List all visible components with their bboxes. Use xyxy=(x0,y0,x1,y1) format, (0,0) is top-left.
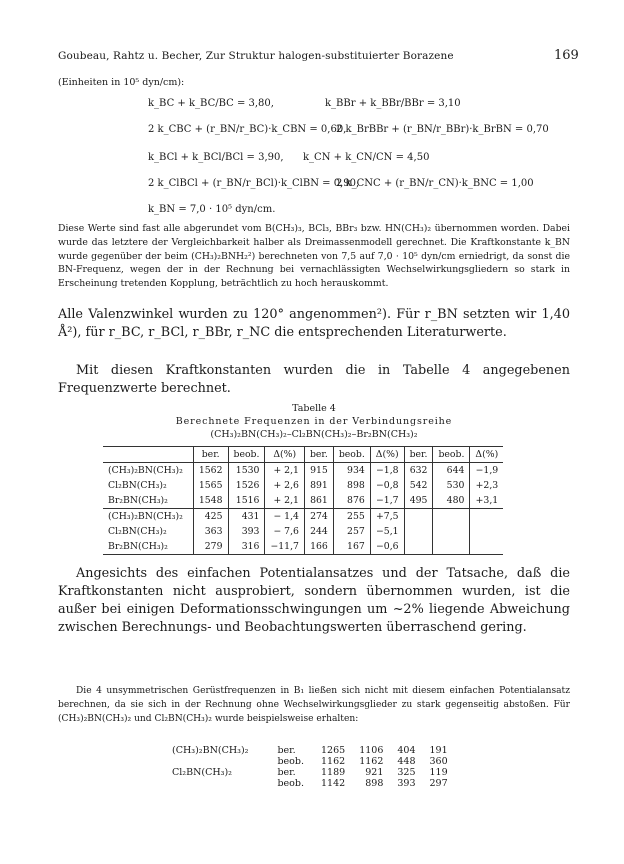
table-cell: 1265 xyxy=(321,745,346,756)
table-cell: Br₂BN(CH₃)₂ xyxy=(103,539,193,555)
table-cell: 363 xyxy=(193,524,228,539)
table4-header: ber. xyxy=(304,447,333,463)
table-cell: Cl₂BN(CH₃)₂ xyxy=(108,526,167,537)
table-cell: beob. xyxy=(277,778,304,789)
table-cell: −11,7 xyxy=(265,539,305,555)
table-cell: 244 xyxy=(304,524,333,539)
table-cell: 644 xyxy=(433,463,470,479)
table-cell: + 2,1 xyxy=(265,463,305,479)
table-cell: 530 xyxy=(433,478,470,493)
table-cell: 316 xyxy=(228,539,265,555)
table-cell: −1,9 xyxy=(470,463,503,479)
table-cell: −1,7 xyxy=(370,493,404,509)
table4-header: Δ(%) xyxy=(265,447,305,463)
equation-4a: 2 k_ClBCl + (r_BN/r_BCl)·k_ClBN = 0,90, xyxy=(148,178,360,189)
table-cell: 861 xyxy=(304,493,333,509)
table-cell: 279 xyxy=(193,539,228,555)
table-cell: 1142 xyxy=(321,778,346,789)
table-cell: 1548 xyxy=(193,493,228,509)
table4-header: beob. xyxy=(228,447,265,463)
table-cell xyxy=(165,756,270,767)
table-cell: + 2,1 xyxy=(265,493,305,509)
table-cell: 934 xyxy=(333,463,370,479)
table-cell: +7,5 xyxy=(370,509,404,525)
table-cell xyxy=(470,524,503,539)
table-cell: 325 xyxy=(397,767,416,778)
table-cell: beob. xyxy=(277,756,304,767)
table-cell: ber. xyxy=(277,745,296,756)
table4-header xyxy=(103,447,193,463)
paragraph-valence: Alle Valenzwinkel wurden zu 120° angenommen²). Für r_BN setzten wir 1,40 Å²), für r_BC, r_BCl, r_BBr, r_NC die entsprechenden Literaturwerte. xyxy=(58,307,570,340)
equation-3a: k_BCl + k_BCl/BCl = 3,90, xyxy=(148,152,284,163)
table4-caption: Berechnete Frequenzen in der Verbindungsreihe xyxy=(175,416,453,427)
table-cell: Cl₂BN(CH₃)₂ xyxy=(108,480,167,491)
table-row xyxy=(165,767,455,778)
table4-header-row xyxy=(103,447,503,463)
table-cell: ber. xyxy=(277,767,296,778)
table-row xyxy=(165,778,455,789)
table4 xyxy=(103,446,503,555)
table4-header: beob. xyxy=(433,447,470,463)
equation-3b: k_CN + k_CN/CN = 4,50 xyxy=(303,152,430,163)
table-cell: 448 xyxy=(397,756,416,767)
table-cell: −1,8 xyxy=(370,463,404,479)
table4-header: ber. xyxy=(404,447,433,463)
table-cell: 404 xyxy=(397,745,416,756)
table4-subcaption: (CH₃)₂BN(CH₃)₂–Cl₂BN(CH₃)₂–Br₂BN(CH₃)₂ xyxy=(210,429,418,440)
table-cell: −0,6 xyxy=(370,539,404,555)
table-row xyxy=(165,756,455,767)
table-cell: 1162 xyxy=(321,756,346,767)
table-cell xyxy=(404,524,433,539)
table-cell: Cl₂BN(CH₃)₂ xyxy=(172,767,232,778)
equation-1a: k_BC + k_BC/BC = 3,80, xyxy=(148,98,274,109)
table-row xyxy=(103,524,503,539)
table-row xyxy=(103,463,503,479)
table-cell: − 1,4 xyxy=(265,509,305,525)
paragraph-table-intro: Mit diesen Kraftkonstanten wurden die in Tabelle 4 angegebenen Frequenzwerte berechnet. xyxy=(58,363,570,396)
table-cell: 1162 xyxy=(359,756,384,767)
table-cell: 1565 xyxy=(193,478,228,493)
table-cell: 360 xyxy=(429,756,448,767)
units-line: (Einheiten in 10⁵ dyn/cm): xyxy=(58,77,185,88)
table-cell: Br₂BN(CH₃)₂ xyxy=(108,495,168,506)
table-cell: 1526 xyxy=(228,478,265,493)
table-cell: 891 xyxy=(304,478,333,493)
table-cell xyxy=(433,509,470,525)
table-cell: 1189 xyxy=(321,767,346,778)
table-cell: 898 xyxy=(333,478,370,493)
table-cell: 632 xyxy=(404,463,433,479)
table-cell xyxy=(433,524,470,539)
table4-label: Tabelle 4 xyxy=(292,403,336,414)
paragraph-conclusion: Angesichts des einfachen Potentialansatzes und der Tatsache, daß die Kraftkonstanten nicht ausprobiert, sondern übernommen wurden, ist die außer bei einigen Deformationsschwingungen um ~2% liegende Abweichung zwischen Berechnungs- und Beobachtungswerten überraschend gering. xyxy=(58,566,570,635)
paragraph-asymmetric: Die 4 unsymmetrischen Gerüstfrequenzen in B₁ ließen sich nicht mit diesem einfachen Potentialansatz berechnen, da sie sich in der Rechnung ohne Wechselwirkungsglieder zu stark gegenseitig abstoßen. Für (CH₃)₂BN(CH₃)₂ und Cl₂BN(CH₃)₂ wurde beispielsweise erhalten: xyxy=(58,686,570,724)
table-cell: 167 xyxy=(333,539,370,555)
table-cell xyxy=(404,539,433,555)
table4-header: Δ(%) xyxy=(470,447,503,463)
table-row xyxy=(103,493,503,509)
table4-header: beob. xyxy=(333,447,370,463)
table-cell: (CH₃)₂BN(CH₃)₂ xyxy=(108,465,183,476)
table-cell: + 2,6 xyxy=(265,478,305,493)
table-cell: 921 xyxy=(365,767,384,778)
table-cell xyxy=(165,778,270,789)
table-cell: 393 xyxy=(397,778,416,789)
table4-header: Δ(%) xyxy=(370,447,404,463)
table-cell: −0,8 xyxy=(370,478,404,493)
table-cell: 1106 xyxy=(359,745,384,756)
equation-4b: 2 k_CNC + (r_BN/r_CN)·k_BNC = 1,00 xyxy=(336,178,534,189)
table-cell: 431 xyxy=(228,509,265,525)
table-cell: 393 xyxy=(228,524,265,539)
table-cell: 876 xyxy=(333,493,370,509)
equation-2a: 2 k_CBC + (r_BN/r_BC)·k_CBN = 0,60, xyxy=(148,124,347,135)
table-cell: 425 xyxy=(193,509,228,525)
equation-2b: 2 k_BrBBr + (r_BN/r_BBr)·k_BrBN = 0,70 xyxy=(336,124,549,135)
table-cell: 915 xyxy=(304,463,333,479)
table-cell: 191 xyxy=(429,745,448,756)
table-cell: (CH₃)₂BN(CH₃)₂ xyxy=(103,509,193,525)
table-cell: 542 xyxy=(404,478,433,493)
table-cell: − 7,6 xyxy=(265,524,305,539)
table-cell xyxy=(470,539,503,555)
table-cell: +2,3 xyxy=(470,478,503,493)
table-cell: 255 xyxy=(333,509,370,525)
table4-header: ber. xyxy=(193,447,228,463)
table-cell: 119 xyxy=(429,767,448,778)
equation-5: k_BN = 7,0 · 10⁵ dyn/cm. xyxy=(148,204,276,215)
running-header: Goubeau, Rahtz u. Becher, Zur Struktur halogen-substituierter Borazene xyxy=(58,50,454,62)
table-row xyxy=(103,539,503,555)
table-cell: (CH₃)₂BN(CH₃)₂ xyxy=(172,745,249,756)
table-cell: 1516 xyxy=(228,493,265,509)
table-cell: 274 xyxy=(304,509,333,525)
table-row xyxy=(103,478,503,493)
table-cell: 1530 xyxy=(228,463,265,479)
page-number: 169 xyxy=(554,48,579,63)
table-cell: −5,1 xyxy=(370,524,404,539)
table-cell: 1562 xyxy=(193,463,228,479)
note-paragraph: Diese Werte sind fast alle abgerundet vom B(CH₃)₃, BCl₃, BBr₃ bzw. HN(CH₃)₂ übernommen worden. Dabei wurde das letztere der Vergleichbarkeit halber als Dreimassenmodell gerechnet. Die Kraftkonstante k_BN wurde gegenüber der beim (CH₃)₂BNH₂²) berechneten von 7,5 auf 7,0 · 10⁵ dyn/cm erniedrigt, da sonst die BN-Frequenz, wegen der in der Rechnung bei vernachlässigten Wechselwirkungsgliedern so stark in Erscheinung tretenden Kopplung, beträchtlich zu hoch herauskommt. xyxy=(58,223,570,290)
table-cell: 297 xyxy=(429,778,448,789)
table-cell: 257 xyxy=(333,524,370,539)
equation-1b: k_BBr + k_BBr/BBr = 3,10 xyxy=(325,98,461,109)
table-cell: 480 xyxy=(433,493,470,509)
table-cell: 898 xyxy=(365,778,384,789)
table-cell xyxy=(433,539,470,555)
table-cell: 495 xyxy=(404,493,433,509)
table-row xyxy=(103,509,503,525)
table-cell: 166 xyxy=(304,539,333,555)
table5 xyxy=(165,745,455,789)
table-cell: +3,1 xyxy=(470,493,503,509)
table-row xyxy=(165,745,455,756)
table-cell xyxy=(470,509,503,525)
table-cell xyxy=(404,509,433,525)
